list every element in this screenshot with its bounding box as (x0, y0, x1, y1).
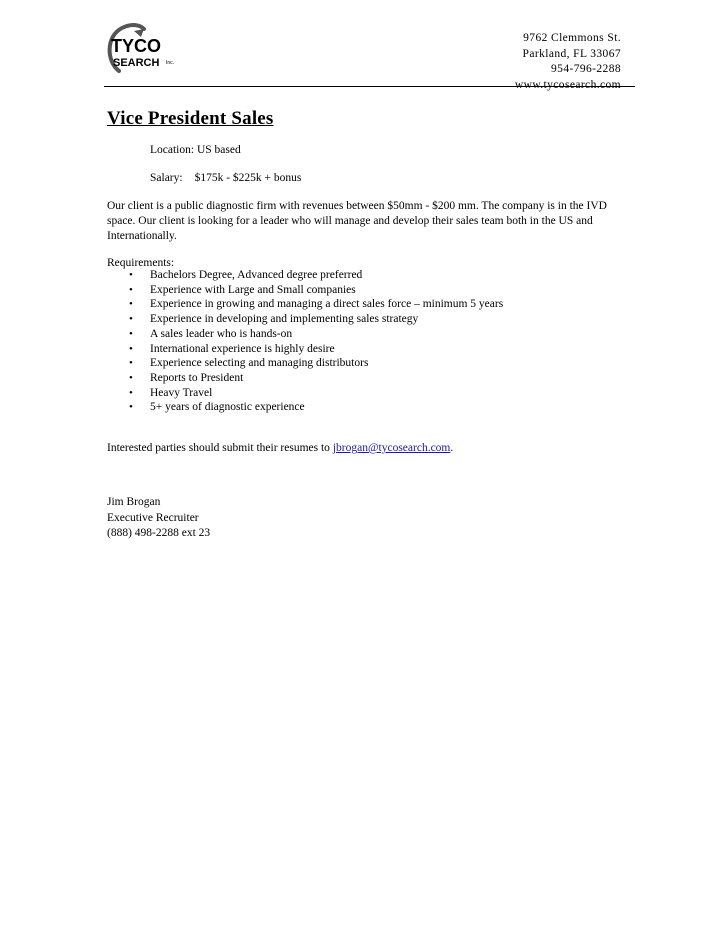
logo-mark: Inc. (166, 60, 175, 66)
address-website[interactable]: www.tycosearch.com (514, 78, 621, 91)
signature-phone: (888) 498-2288 ext 23 (107, 527, 211, 539)
requirements-heading: Requirements: (107, 257, 175, 269)
address-city: Parkland, FL 33067 (522, 47, 621, 60)
list-item: • Experience in developing and implementing sales strategy (129, 313, 419, 326)
list-item: • Heavy Travel (129, 386, 213, 399)
bullet-icon: • (129, 283, 133, 296)
job-title: Vice President Sales (107, 108, 274, 129)
salary-value: $175k - $225k + bonus (194, 172, 302, 184)
requirements-list (107, 268, 503, 415)
list-item: • A sales leader who is hands-on (129, 327, 293, 340)
header-divider (104, 86, 635, 87)
submit-text: Interested parties should submit their resumes to (107, 442, 333, 454)
list-item: • 5+ years of diagnostic experience (129, 401, 305, 414)
bullet-icon: • (129, 298, 133, 311)
list-item: • Experience with Large and Small companies (129, 283, 356, 296)
bullet-icon: • (129, 401, 133, 414)
email-link[interactable]: jbrogan@tycosearch.com (332, 442, 451, 454)
list-item: • International experience is highly desire (129, 342, 335, 355)
list-item: • Bachelors Degree, Advanced degree preferred (129, 269, 363, 281)
logo-graphic (104, 21, 184, 81)
bullet-icon: • (129, 269, 133, 281)
bullet-icon: • (129, 342, 133, 355)
tyco-search-logo (104, 21, 184, 81)
bullet-icon: • (129, 313, 133, 326)
job-salary (150, 172, 301, 184)
signature-role: Executive Recruiter (107, 511, 199, 524)
bullet-icon: • (129, 371, 133, 384)
list-item: • Reports to President (129, 371, 244, 384)
logo-line1: TYCO (111, 36, 162, 56)
bullet-icon: • (129, 386, 133, 399)
salary-label: Salary: (150, 172, 183, 184)
address-phone: 954-796-2288 (551, 63, 621, 75)
signature-block (107, 495, 210, 542)
logo-line2: SEARCH (113, 57, 160, 69)
signature-name: Jim Brogan (107, 496, 161, 508)
bullet-icon: • (129, 327, 133, 340)
job-location: Location: US based (150, 144, 241, 156)
bullet-icon: • (129, 357, 133, 370)
list-item: • Experience selecting and managing distributors (129, 357, 369, 370)
submit-instructions: Interested parties should submit their resumes to jbrogan@tycosearch.com. (107, 442, 454, 454)
list-item: • Experience in growing and managing a direct sales force – minimum 5 years (129, 298, 504, 311)
address-street: 9762 Clemmons St. (523, 32, 621, 44)
company-address (515, 31, 621, 93)
job-description: Our client is a public diagnostic firm with revenues between $50mm - $200 mm. The company is in the IVD space. Our client is looking for a leader who will manage and develop their sales team both in the US and Internationally. (107, 200, 607, 242)
